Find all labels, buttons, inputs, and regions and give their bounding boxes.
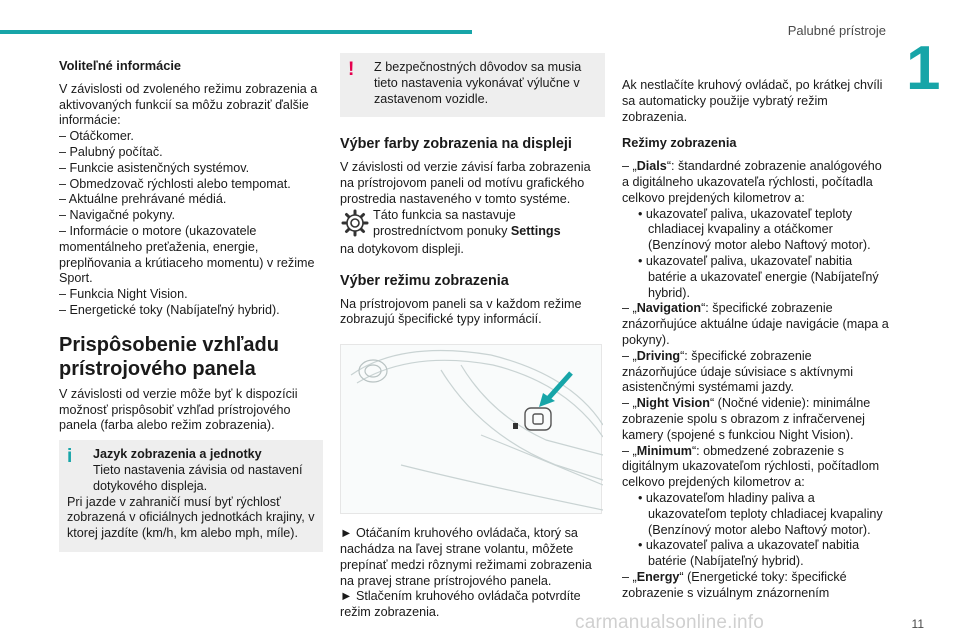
color-text: V závislosti od verzie závisí farba zobrazenia na prístrojovom paneli od motívu grafického prostredia nastaveného v tomto systéme. — [340, 160, 591, 206]
mode-name-navigation: Navigation — [636, 301, 702, 316]
quote-open: – „ — [622, 396, 637, 411]
chapter-number: 1 — [906, 34, 941, 103]
mode-desc-minimum: “: obmedzené zobrazenie s digitálnym ukazovateľom rýchlosti, počítadlom celkovo prejdených kilometrov a: — [622, 443, 880, 490]
list-item: – Aktuálne prehrávané médiá. — [59, 192, 227, 207]
list-item: – Funkcie asistenčných systémov. — [59, 160, 250, 175]
settings-gear-icon — [340, 208, 370, 238]
page-section-title: Palubné prístroje — [787, 23, 886, 38]
column-left — [59, 58, 323, 552]
mode-name-night-vision: Night Vision — [636, 396, 710, 411]
mode-night-vision — [622, 396, 890, 443]
mode-desc-night-vision: “ (Nočné videnie): minimálne zobrazenie spolu s obrazom z infračervenej kamery (spojené s funkciou Night Vision). — [622, 396, 871, 442]
bullet-item: • ukazovateľ paliva, ukazovateľ teploty chladiacej kvapaliny a otáčkomer (Benzínový motor alebo Naftový motor). — [638, 206, 871, 253]
display-modes-heading: Režimy zobrazenia — [622, 135, 737, 151]
info-note-title: Jazyk zobrazenia a jednotky — [93, 447, 262, 462]
bullet-item: • ukazovateľom hladiny paliva a ukazovateľom teploty chladiacej kvapaliny (Benzínový motor alebo Naftový motor). — [638, 490, 883, 537]
list-item: – Funkcia Night Vision. — [59, 287, 188, 302]
list-item: – Energetické toky (Nabíjateľný hybrid). — [59, 302, 280, 317]
mode-dials — [622, 159, 890, 206]
mode-name-dials: Dials — [636, 159, 667, 174]
settings-text-before: Táto funkcia sa nastavuje prostredníctvom ponuky — [373, 207, 516, 238]
mode-desc-navigation: “: špecifické zobrazenie znázorňujúce aktuálne údaje navigácie (mapa a pokyny). — [622, 301, 889, 347]
bullet-item: • ukazovateľ paliva, ukazovateľ nabitia batérie a ukazovateľ energie (Nabíjateľný hybrid). — [638, 253, 879, 300]
customize-heading: Prispôsobenie vzhľadu prístrojového panela — [59, 333, 279, 380]
settings-text — [340, 208, 605, 240]
mode-minimum — [622, 444, 890, 491]
quote-open: – „ — [622, 443, 637, 458]
mode-energy — [622, 570, 890, 602]
color-heading: Výber farby zobrazenia na displeji — [340, 136, 572, 153]
info-icon: i — [67, 446, 73, 468]
warning-note-text: Z bezpečnostných dôvodov sa musia tieto nastavenia vykonávať výlučne v zastavenom vozidle. — [374, 60, 582, 106]
warning-note — [340, 53, 605, 117]
page-number: 11 — [911, 617, 924, 631]
list-item: – Palubný počítač. — [59, 144, 163, 159]
mode-heading: Výber režimu zobrazenia — [340, 272, 509, 289]
warning-icon: ! — [348, 59, 355, 80]
mode-name-energy: Energy — [636, 569, 680, 584]
mode-desc-driving: “: špecifické zobrazenie znázorňujúce údaje súvisiace s aktívnymi asistenčnými systémami jazdy. — [622, 348, 853, 395]
mode-driving — [622, 349, 890, 396]
settings-row — [340, 208, 605, 242]
auto-mode-text: Ak nestlačíte kruhový ovládač, po krátkej chvíli sa automaticky použije vybratý režim zobrazenia. — [622, 78, 883, 124]
list-item: – Otáčkomer. — [59, 129, 134, 144]
header-accent-bar — [0, 30, 472, 34]
mode-navigation — [622, 301, 890, 348]
watermark-text: carmanualsonline.info — [575, 612, 765, 633]
mode-text: Na prístrojovom paneli sa v každom režime zobrazujú špecifické typy informácií. — [340, 296, 582, 327]
step-press: ► Stlačením kruhového ovládača potvrdíte režim zobrazenia. — [340, 589, 581, 620]
optional-info-intro: V závislosti od zvoleného režimu zobrazenia a aktivovaných funkcií sa môžu zobraziť ďalšie informácie: — [59, 81, 318, 128]
settings-menu-name: Settings — [510, 223, 561, 238]
list-item: – Informácie o motore (ukazovatele momentálneho preťaženia, energie, preplňovania a krútiaceho momentu) v režime Sport. — [59, 223, 315, 286]
mode-desc-dials: “: štandardné zobrazenie analógového a digitálneho ukazovateľa rýchlosti, počítadla celkovo prejdených kilometrov a: — [622, 159, 882, 205]
settings-text-after: na dotykovom displeji. — [340, 241, 464, 256]
quote-open: – „ — [622, 348, 637, 363]
customize-text: V závislosti od verzie môže byť k dispozícii možnosť prispôsobiť vzhľad prístrojového panela (farba alebo režim zobrazenia). — [59, 386, 298, 433]
info-note-line2: Pri jazde v zahraničí musí byť rýchlosť zobrazená v oficiálnych jednotkách krajiny, v ktorej jazdíte (km/h, km alebo mph, míle). — [67, 494, 315, 541]
column-middle — [340, 53, 605, 621]
mode-name-minimum: Minimum — [636, 443, 692, 458]
quote-open: – „ — [622, 159, 637, 174]
steering-wheel-image — [341, 345, 603, 515]
step-rotate: ► Otáčaním kruhového ovládača, ktorý sa nachádza na ľavej strane volantu, môžete prepínať medzi rôznymi režimami zobrazenia na pravej strane prístrojového panela. — [340, 526, 592, 588]
info-note — [59, 440, 323, 552]
mode-name-driving: Driving — [636, 348, 681, 363]
steering-wheel-illustration — [340, 344, 602, 514]
quote-open: – „ — [622, 301, 637, 316]
list-item: – Obmedzovač rýchlosti alebo tempomat. — [59, 176, 291, 191]
info-note-line1: Tieto nastavenia závisia od nastavení dotykového displeja. — [93, 462, 303, 493]
mode-desc-energy: “ (Energetické toky: špecifické zobrazenie s vizuálnym znázornením — [622, 569, 847, 600]
quote-open: – „ — [622, 569, 637, 584]
optional-info-heading: Voliteľné informácie — [59, 58, 182, 73]
column-right — [622, 78, 890, 602]
optional-info-list — [59, 129, 323, 319]
list-item: – Navigačné pokyny. — [59, 208, 175, 223]
bullet-item: • ukazovateľ paliva a ukazovateľ nabitia batérie (Nabíjateľný hybrid). — [638, 538, 860, 569]
